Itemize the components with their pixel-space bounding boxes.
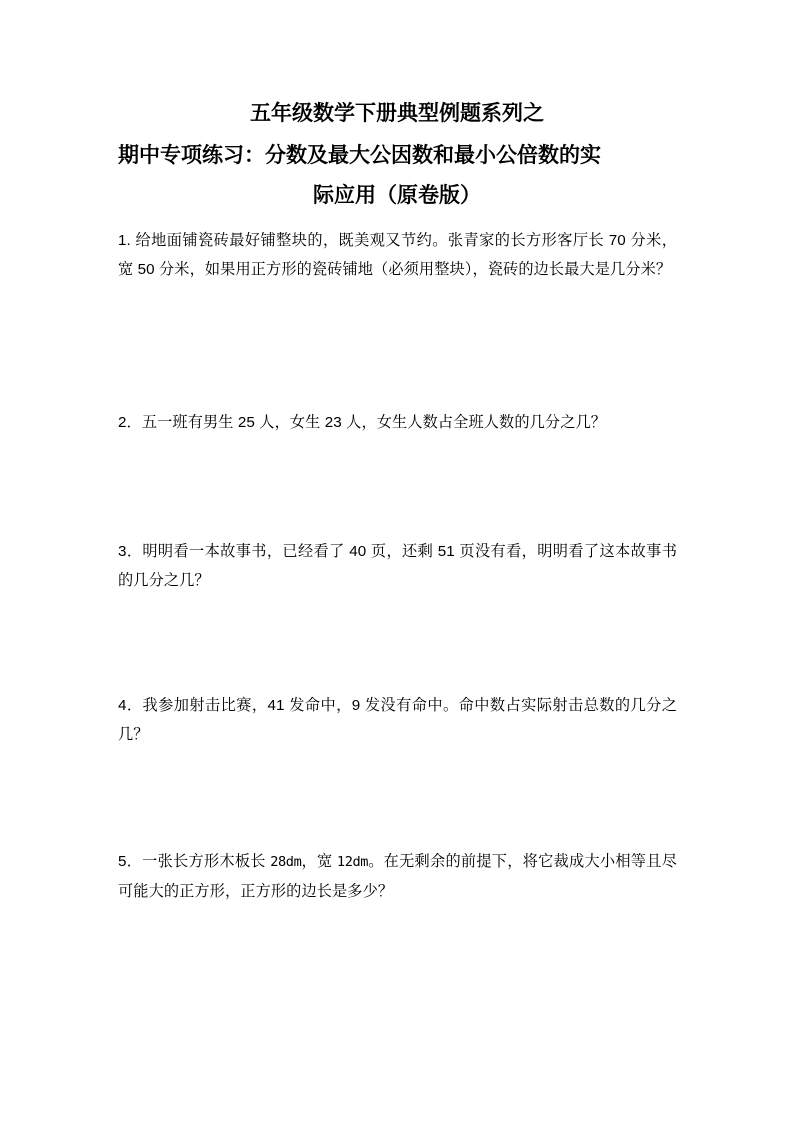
question-text-2: 2．五一班有男生 25 人，女生 23 人，女生人数占全班人数的几分之几？ xyxy=(118,414,607,431)
answer-space-3[interactable] xyxy=(118,600,677,685)
question-item-1 xyxy=(118,226,677,284)
question-item-5 xyxy=(118,847,677,906)
page-title-line-3: 际应用（原卷版） xyxy=(313,184,481,207)
answer-space-4[interactable] xyxy=(118,755,677,840)
question-5-measure-width: 12dm xyxy=(336,854,369,870)
question-5-segment-1: 5．一张长方形木板长 xyxy=(118,853,271,870)
question-text-3: 3．明明看一本故事书，已经看了 40 页，还剩 51 页没有看，明明看了这本故事书的几分之几？ xyxy=(118,543,677,589)
question-text-4: 4．我参加射击比赛，41 发命中，9 发没有命中。命中数占实际射击总数的几分之几？ xyxy=(118,697,677,743)
question-5-segment-3: 。在无剩余的前提下，将它裁成大小相等且尽可能大的正方形，正方形的边长是多少？ xyxy=(118,853,677,900)
question-item-3 xyxy=(118,537,677,595)
question-item-2 xyxy=(118,408,677,437)
question-item-4 xyxy=(118,691,677,749)
page-title-line-2: 期中专项练习：分数及最大公因数和最小公倍数的实 xyxy=(118,144,601,167)
answer-space-5[interactable] xyxy=(118,910,677,1100)
answer-space-1[interactable] xyxy=(118,300,677,400)
question-5-segment-2: ，宽 xyxy=(301,853,337,870)
question-text-1: 1. 给地面铺瓷砖最好铺整块的，既美观又节约。张青家的长方形客厅长 70 分米，宽 50 分米，如果用正方形的瓷砖铺地（必须用整块），瓷砖的边长最大是几分米？ xyxy=(118,232,677,278)
question-text-5 xyxy=(118,847,677,906)
question-5-measure-length: 28dm xyxy=(270,854,302,870)
answer-space-2[interactable] xyxy=(118,440,677,530)
page-title-line-1: 五年级数学下册典型例题系列之 xyxy=(250,102,544,125)
